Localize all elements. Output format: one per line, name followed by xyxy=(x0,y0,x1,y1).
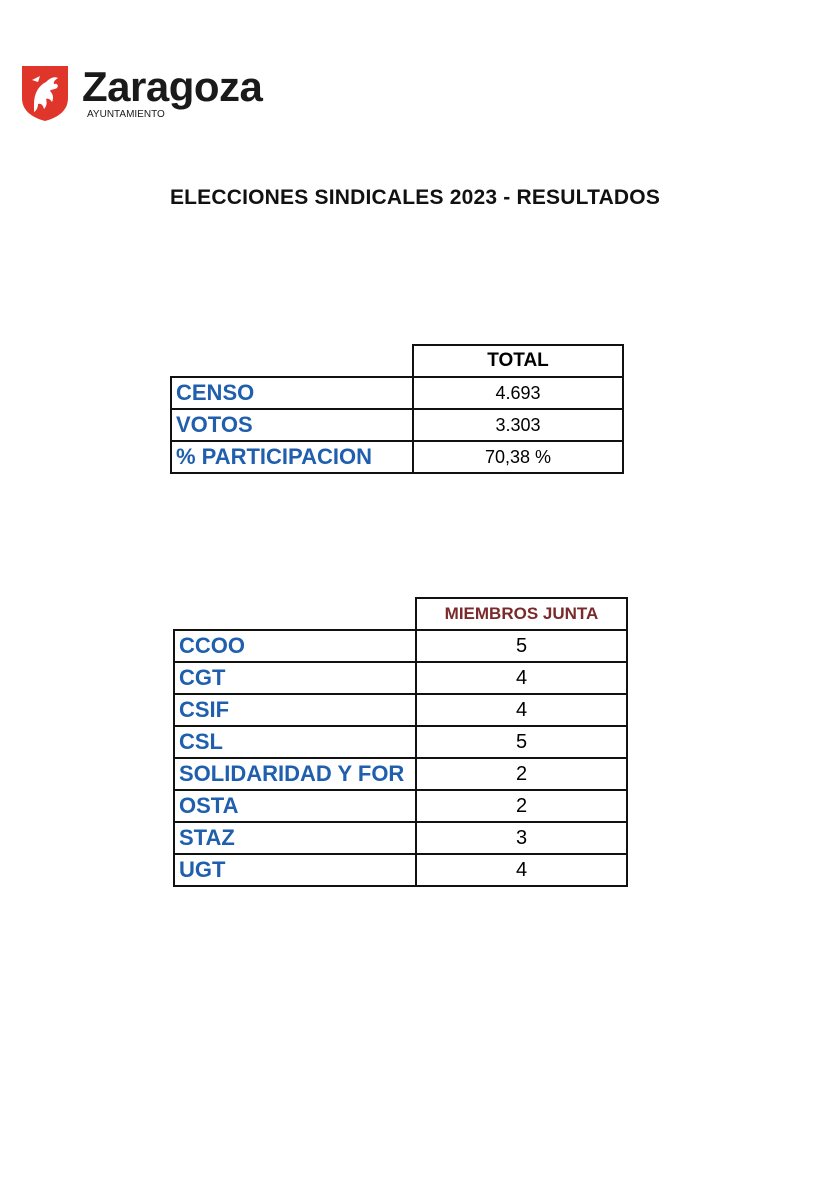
table-row xyxy=(174,854,627,886)
members-table xyxy=(173,597,628,887)
union-label: CCOO xyxy=(174,630,416,662)
union-label: STAZ xyxy=(174,822,416,854)
table-row xyxy=(174,758,627,790)
table-header-row xyxy=(174,598,627,630)
row-value: 4.693 xyxy=(413,377,623,409)
zaragoza-lion-shield-icon xyxy=(20,64,70,122)
member-count: 4 xyxy=(416,694,627,726)
row-value: 3.303 xyxy=(413,409,623,441)
table-row xyxy=(171,377,623,409)
logo-subtitle: AYUNTAMIENTO xyxy=(87,109,165,120)
union-label: SOLIDARIDAD Y FOR xyxy=(174,758,416,790)
row-label: % PARTICIPACION xyxy=(171,441,413,473)
participation-table xyxy=(170,344,624,474)
table-row xyxy=(171,441,623,473)
table-row xyxy=(174,790,627,822)
table-header-row xyxy=(171,345,623,377)
union-label: OSTA xyxy=(174,790,416,822)
total-column-header: TOTAL xyxy=(413,345,623,377)
row-value: 70,38 % xyxy=(413,441,623,473)
empty-corner-cell xyxy=(171,345,413,377)
row-label: CENSO xyxy=(171,377,413,409)
document-title: ELECCIONES SINDICALES 2023 - RESULTADOS xyxy=(169,186,661,209)
table-row xyxy=(174,662,627,694)
table-row xyxy=(174,694,627,726)
logo-name: Zaragoza xyxy=(82,63,263,110)
union-label: CSIF xyxy=(174,694,416,726)
table-row xyxy=(174,822,627,854)
union-label: UGT xyxy=(174,854,416,886)
ayuntamiento-logo xyxy=(20,64,300,126)
member-count: 4 xyxy=(416,854,627,886)
members-column-header: MIEMBROS JUNTA xyxy=(416,598,627,630)
empty-corner-cell xyxy=(174,598,416,630)
member-count: 3 xyxy=(416,822,627,854)
table-row xyxy=(174,630,627,662)
row-label: VOTOS xyxy=(171,409,413,441)
member-count: 5 xyxy=(416,630,627,662)
union-label: CGT xyxy=(174,662,416,694)
member-count: 5 xyxy=(416,726,627,758)
member-count: 4 xyxy=(416,662,627,694)
table-row xyxy=(174,726,627,758)
member-count: 2 xyxy=(416,790,627,822)
union-label: CSL xyxy=(174,726,416,758)
table-row xyxy=(171,409,623,441)
member-count: 2 xyxy=(416,758,627,790)
